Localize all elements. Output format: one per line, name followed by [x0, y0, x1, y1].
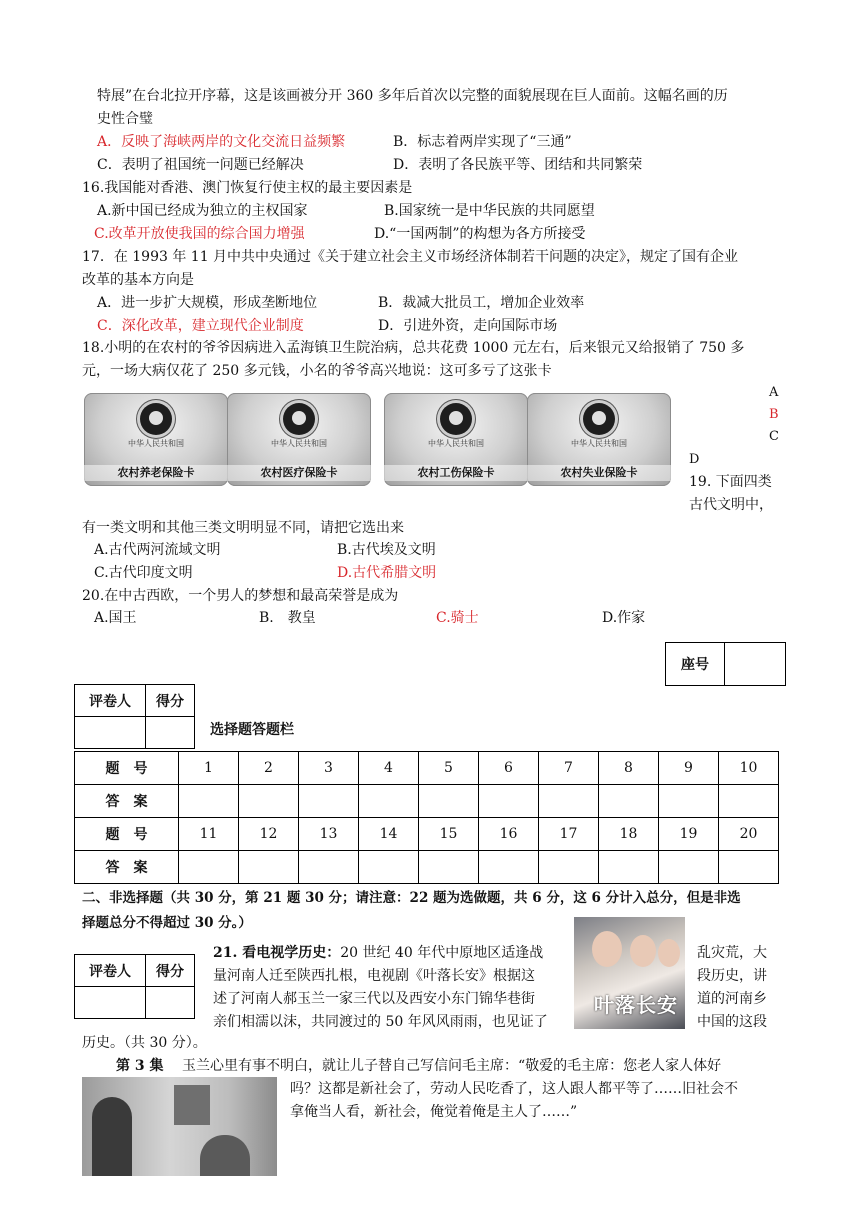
- question-number: 17: [539, 818, 599, 851]
- question-number: 8: [599, 752, 659, 785]
- episode3-line1: 玉兰心里有事不明白，就让儿子替自己写信问毛主席：“敬爱的毛主席：您老人家人体好: [182, 1058, 722, 1074]
- question-number: 12: [239, 818, 299, 851]
- answer-cell[interactable]: [179, 785, 239, 818]
- q18-letter-b: B: [769, 407, 779, 422]
- national-emblem-icon: [583, 403, 615, 435]
- score-cell[interactable]: [146, 717, 195, 749]
- q17-option-b: B．裁减大批员工，增加企业效率: [378, 295, 585, 311]
- q15-option-c: C．表明了祖国统一问题已经解决: [97, 157, 304, 173]
- reviewer-label: 评卷人: [75, 685, 146, 717]
- q21-line5: 历史。（共 30 分）。: [82, 1035, 207, 1051]
- q21-title: 21. 看电视学历史：: [213, 945, 341, 961]
- score-label: 得分: [146, 955, 195, 987]
- episode3-line3: 拿俺当人看，新社会，俺觉着俺是主人了……”: [290, 1104, 578, 1120]
- section2-heading-line2: 择题总分不得超过 30 分。）: [82, 915, 252, 931]
- answer-cell[interactable]: [719, 785, 779, 818]
- q15-option-a: A．反映了海峡两岸的文化交流日益频繁: [97, 134, 346, 150]
- q19-side-line2: 古代文明中，: [689, 497, 773, 513]
- q16-option-c: C.改革开放使我国的综合国力增强: [94, 226, 305, 242]
- q18-line2: 元，一场大病仅花了 250 多元钱，小名的爷爷高兴地说：这可多亏了这张卡: [82, 363, 552, 379]
- score-label: 得分: [146, 685, 195, 717]
- answer-cell[interactable]: [479, 851, 539, 884]
- q18-letter-c: C: [769, 429, 779, 444]
- q15-option-b: B．标志着两岸实现了“三通”: [393, 134, 572, 150]
- question-number: 15: [419, 818, 479, 851]
- grader-box: [74, 954, 195, 1019]
- answer-cell[interactable]: [239, 851, 299, 884]
- q17-option-d: D．引进外资，走向国际市场: [378, 318, 558, 334]
- national-emblem-icon: [140, 403, 172, 435]
- tv-drama-still-image: [82, 1077, 277, 1176]
- q17-line2: 改革的基本方向是: [82, 272, 194, 288]
- q19-line: 有一类文明和其他三类文明明显不同，请把它选出来: [82, 520, 404, 536]
- answer-cell[interactable]: [479, 785, 539, 818]
- q21-line2: 量河南人迁至陕西扎根，电视剧《叶落长安》根据这: [213, 968, 535, 984]
- q21-line3-right: 道的河南乡: [697, 991, 767, 1007]
- q20-option-a: A.国王: [94, 610, 137, 626]
- q19-option-d: D.古代希腊文明: [337, 565, 437, 581]
- answer-label: 答 案: [75, 785, 179, 818]
- q16-option-d: D.“一国两制”的构想为各方所接受: [374, 226, 586, 242]
- question-number: 11: [179, 818, 239, 851]
- episode3-line2: 吗？这都是新社会了，劳动人民吃香了，这人跟人都平等了……旧社会不: [290, 1081, 738, 1097]
- answer-cell[interactable]: [719, 851, 779, 884]
- medical-insurance-card: [227, 393, 371, 486]
- unemployment-insurance-card: [527, 393, 671, 486]
- q18-letter-a: A: [769, 385, 779, 400]
- card-name: 农村医疗保险卡: [227, 465, 371, 481]
- q21-line2-right: 段历史，讲: [697, 968, 767, 984]
- q19-option-a: A.古代两河流域文明: [94, 542, 221, 558]
- q19-option-c: C.古代印度文明: [94, 565, 193, 581]
- q20-option-d: D.作家: [602, 610, 646, 626]
- card-country: 中华人民共和国: [271, 439, 327, 448]
- card-country: 中华人民共和国: [571, 439, 627, 448]
- card-name: 农村工伤保险卡: [384, 465, 528, 481]
- q15-line1: 特展”在台北拉开序幕，这是该画被分开 360 多年后首次以完整的面貌展现在巨人面前。这幅名画的历: [97, 88, 728, 104]
- question-number: 9: [659, 752, 719, 785]
- answer-cell[interactable]: [179, 851, 239, 884]
- answer-cell[interactable]: [419, 785, 479, 818]
- q16-option-a: A.新中国已经成为独立的主权国家: [97, 203, 308, 219]
- question-number: 18: [599, 818, 659, 851]
- answer-cell[interactable]: [599, 785, 659, 818]
- q16-option-b: B.国家统一是中华民族的共同愿望: [384, 203, 595, 219]
- card-name: 农村养老保险卡: [84, 465, 228, 481]
- q16-stem: 16.我国能对香港、澳门恢复行使主权的最主要因素是: [82, 180, 413, 196]
- answer-cell[interactable]: [239, 785, 299, 818]
- reviewer-cell[interactable]: [75, 717, 146, 749]
- national-emblem-icon: [283, 403, 315, 435]
- question-number: 13: [299, 818, 359, 851]
- q18-line1: 18.小明的在农村的爷爷因病进入孟海镇卫生院治病，总共花费 1000 元左右，后来银元又给报销了 750 多: [82, 340, 745, 356]
- answer-cell[interactable]: [299, 785, 359, 818]
- answer-cell[interactable]: [659, 785, 719, 818]
- question-number: 1: [179, 752, 239, 785]
- answer-cell[interactable]: [419, 851, 479, 884]
- national-emblem-icon: [440, 403, 472, 435]
- injury-insurance-card: [384, 393, 528, 486]
- tv-drama-poster-image: [574, 917, 685, 1029]
- question-number: 14: [359, 818, 419, 851]
- q15-option-d: D．表明了各民族平等、团结和共同繁荣: [393, 157, 643, 173]
- q20-option-b: B. 教皇: [259, 610, 316, 626]
- q15-line2: 史性合璧: [97, 111, 153, 127]
- seat-number-box: [665, 642, 786, 686]
- q18-letter-d: D: [689, 452, 700, 467]
- question-number: 7: [539, 752, 599, 785]
- answer-cell[interactable]: [539, 851, 599, 884]
- q17-line1: 17．在 1993 年 11 月中共中央通过《关于建立社会主义市场经济体制若干问题的决定》，规定了国有企业: [82, 249, 739, 265]
- reviewer-label: 评卷人: [75, 955, 146, 987]
- answer-cell[interactable]: [659, 851, 719, 884]
- seat-label: 座号: [666, 643, 725, 686]
- answer-cell[interactable]: [359, 785, 419, 818]
- q21-line4: 亲们相濡以沫，共同渡过的 50 年风风雨雨，也见证了: [213, 1014, 548, 1030]
- question-number: 19: [659, 818, 719, 851]
- q20-stem: 20.在中古西欧，一个男人的梦想和最高荣誉是成为: [82, 588, 399, 604]
- question-number: 16: [479, 818, 539, 851]
- reviewer-cell[interactable]: [75, 987, 146, 1019]
- question-number: 5: [419, 752, 479, 785]
- answer-cell[interactable]: [359, 851, 419, 884]
- q21-line1-right: 乱灾荒，大: [697, 945, 767, 961]
- question-number: 20: [719, 818, 779, 851]
- episode3-label: 第 3 集: [116, 1058, 164, 1074]
- q21-line1-text: 20 世纪 40 年代中原地区适逢战: [340, 945, 544, 961]
- question-number: 10: [719, 752, 779, 785]
- poster-title: 叶落长安: [594, 993, 678, 1017]
- question-number: 4: [359, 752, 419, 785]
- score-cell[interactable]: [146, 987, 195, 1019]
- answer-cell[interactable]: [299, 851, 359, 884]
- q17-option-a: A．进一步扩大规模，形成垄断地位: [97, 295, 318, 311]
- card-country: 中华人民共和国: [128, 439, 184, 448]
- q20-option-c: C.骑士: [436, 610, 479, 626]
- seat-input[interactable]: [725, 643, 786, 686]
- pension-insurance-card: [84, 393, 228, 486]
- question-number: 3: [299, 752, 359, 785]
- section2-heading-line1: 二、非选择题（共 30 分，第 21 题 30 分；请注意：22 题为选做题，共 6 分，这 6 分计入总分，但是非选: [82, 890, 741, 906]
- q21-line4-right: 中国的这段: [697, 1014, 767, 1030]
- answer-sheet-table: [74, 751, 779, 884]
- grader-box: [74, 684, 195, 749]
- q21-line1: [213, 943, 543, 963]
- q21-line3: 述了河南人郝玉兰一家三代以及西安小东门锦华巷街: [213, 991, 535, 1007]
- card-country: 中华人民共和国: [428, 439, 484, 448]
- card-name: 农村失业保险卡: [527, 465, 671, 481]
- answer-label: 答 案: [75, 851, 179, 884]
- q19-side-line1: 19. 下面四类: [689, 474, 772, 490]
- question-number: 2: [239, 752, 299, 785]
- answer-cell[interactable]: [599, 851, 659, 884]
- answer-cell[interactable]: [539, 785, 599, 818]
- question-number: 6: [479, 752, 539, 785]
- answer-sheet-title: 选择题答题栏: [210, 722, 294, 738]
- q19-option-b: B.古代埃及文明: [337, 542, 436, 558]
- q17-option-c: C．深化改革，建立现代企业制度: [97, 318, 304, 334]
- question-number-label: 题 号: [75, 752, 179, 785]
- question-number-label: 题 号: [75, 818, 179, 851]
